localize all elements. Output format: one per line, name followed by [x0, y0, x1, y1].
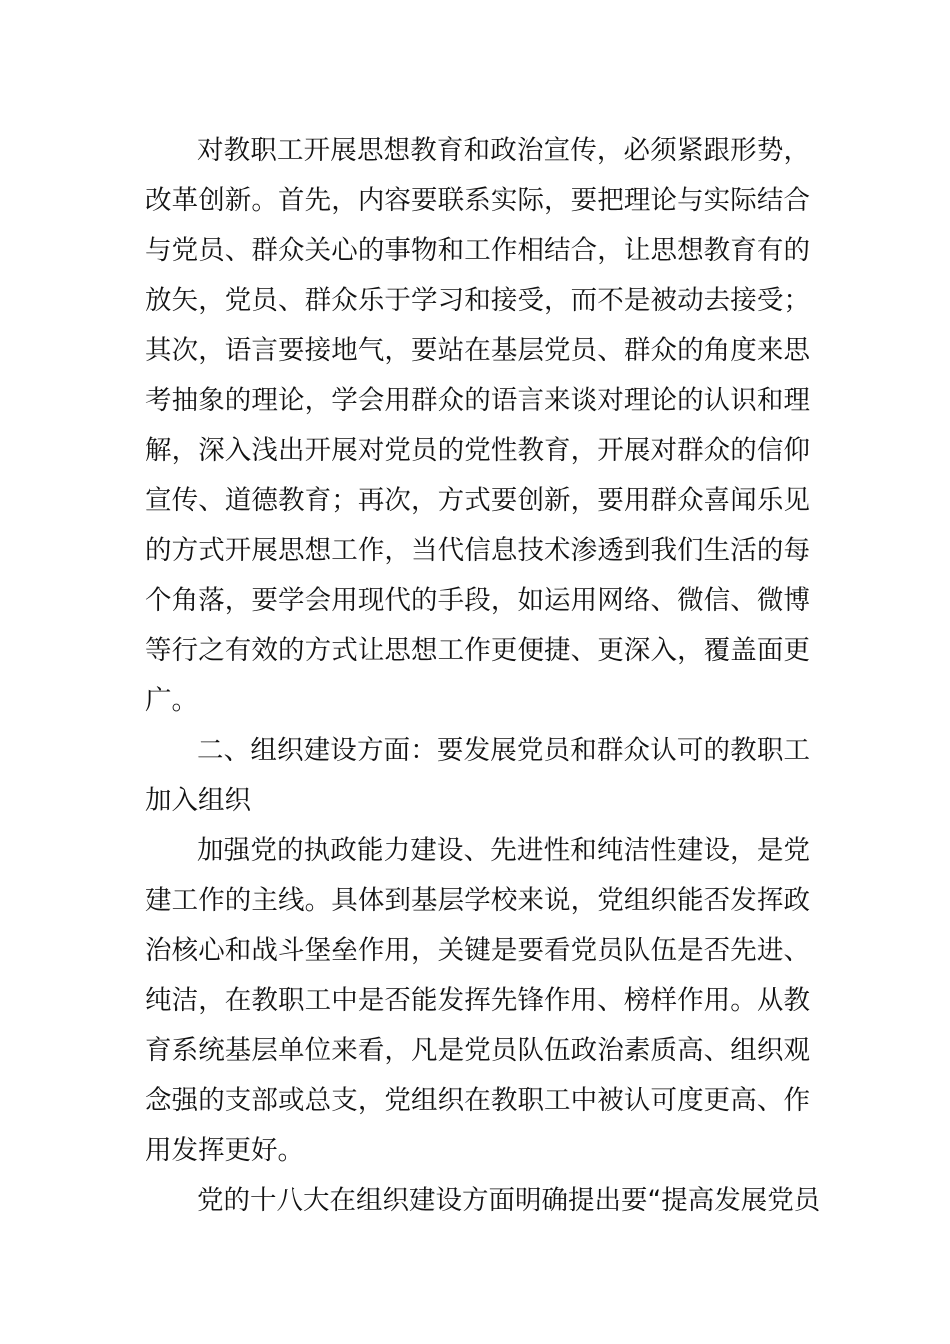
- text-line: 用发挥更好。: [145, 1135, 304, 1166]
- text-line: 个角落，要学会用现代的手段，如运用网络、微信、微博: [145, 585, 810, 616]
- text-line: 广。: [145, 685, 198, 716]
- text-line: 对教职工开展思想教育和政治宣传，必须紧跟形势，: [197, 135, 810, 166]
- paragraph-eighteenth-congress: [145, 1176, 821, 1226]
- text-line: 与党员、群众关心的事物和工作相结合，让思想教育有的: [145, 235, 810, 266]
- section-heading-organization: [145, 726, 810, 826]
- paragraph-party-building: [145, 826, 810, 1176]
- text-line: 加强党的执政能力建设、先进性和纯洁性建设，是党: [197, 835, 810, 866]
- text-line: 的方式开展思想工作，当代信息技术渗透到我们生活的每: [145, 535, 810, 566]
- text-line: 放矢，党员、群众乐于学习和接受，而不是被动去接受；: [145, 285, 810, 316]
- text-line: 宣传、道德教育；再次，方式要创新，要用群众喜闻乐见: [145, 485, 810, 516]
- text-line: 党的十八大在组织建设方面明确提出要“提高发展党员: [197, 1185, 821, 1216]
- heading-line: 二、组织建设方面：要发展党员和群众认可的教职工: [197, 735, 810, 766]
- text-line: 解，深入浅出开展对党员的党性教育，开展对群众的信仰: [145, 435, 810, 466]
- text-line: 建工作的主线。具体到基层学校来说，党组织能否发挥政: [145, 885, 810, 916]
- paragraph-ideological-education: [145, 126, 810, 726]
- text-line: 纯洁，在教职工中是否能发挥先锋作用、榜样作用。从教: [145, 985, 810, 1016]
- heading-line: 加入组织: [145, 785, 251, 816]
- text-line: 其次，语言要接地气，要站在基层党员、群众的角度来思: [145, 335, 810, 366]
- document-body: [145, 126, 821, 1226]
- text-line: 育系统基层单位来看，凡是党员队伍政治素质高、组织观: [145, 1035, 810, 1066]
- text-line: 等行之有效的方式让思想工作更便捷、更深入，覆盖面更: [145, 635, 810, 666]
- text-line: 治核心和战斗堡垒作用，关键是要看党员队伍是否先进、: [145, 935, 810, 966]
- text-line: 考抽象的理论，学会用群众的语言来谈对理论的认识和理: [145, 385, 810, 416]
- text-line: 改革创新。首先，内容要联系实际，要把理论与实际结合: [145, 185, 810, 216]
- text-line: 念强的支部或总支，党组织在教职工中被认可度更高、作: [145, 1085, 810, 1116]
